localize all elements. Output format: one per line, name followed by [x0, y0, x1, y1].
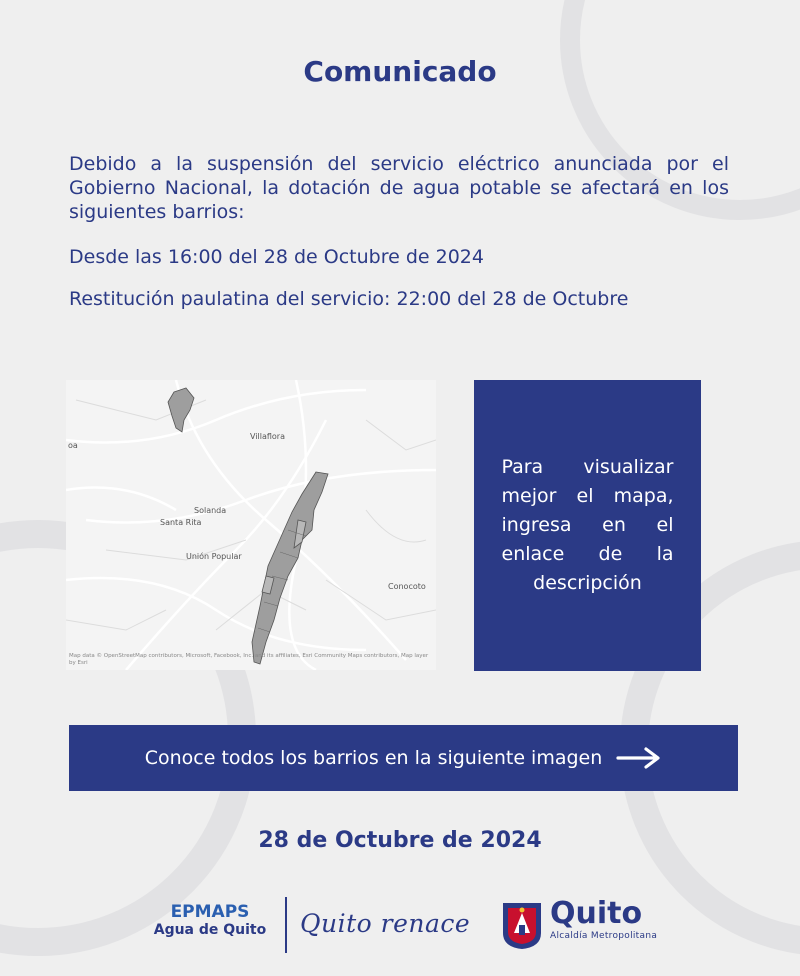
publication-date: 28 de Octubre de 2024: [258, 828, 542, 853]
intro-paragraph: Debido a la suspensión del servicio eléctrico anunciada por el Gobierno Nacional, la dotación de agua potable se afectará en los siguientes barrios:: [69, 153, 729, 223]
arrow-right-icon: [616, 747, 662, 769]
quito-logo: [550, 897, 657, 941]
page-title: Comunicado: [303, 55, 497, 88]
footer-logos: [0, 895, 800, 955]
cta-label: Conoce todos los barrios en la siguiente imagen: [144, 747, 603, 769]
map-label-santa-rita: Santa Rita: [160, 518, 202, 527]
map-label-conocoto: Conocoto: [388, 582, 426, 591]
map-info-text: Para visualizar mejor el mapa, ingresa en el enlace de la descripción: [501, 456, 674, 594]
map-drawing: [66, 380, 436, 670]
map-label-oa: oa: [68, 441, 78, 450]
map-label-union-popular: Unión Popular: [186, 552, 242, 561]
epmaps-name: EPMAPS: [170, 902, 250, 922]
quito-subtitle: Alcaldía Metropolitana: [550, 931, 658, 941]
epmaps-logo: [145, 903, 275, 939]
map-attribution: Map data © OpenStreetMap contributors, Microsoft, Facebook, Inc. and its affiliates, Esri Community Maps contributors, Map layer by Esri: [69, 653, 429, 666]
map-info-box: [474, 380, 701, 671]
start-time-text: Desde las 16:00 del 28 de Octubre de 2024: [69, 246, 484, 268]
map-label-solanda: Solanda: [194, 506, 227, 515]
quito-seal-icon: [500, 899, 544, 951]
quito-renace-slogan: Quito renace: [300, 909, 471, 938]
restore-time-text: Restitución paulatina del servicio: 22:00 del 28 de Octubre: [69, 288, 629, 310]
affected-area-map: [66, 380, 436, 670]
footer-divider: [285, 897, 287, 953]
see-all-neighborhoods-banner[interactable]: [69, 725, 738, 791]
epmaps-subtitle: Agua de Quito: [153, 922, 267, 938]
map-label-villaflora: Villaflora: [250, 432, 285, 441]
quito-name: Quito: [550, 896, 643, 931]
